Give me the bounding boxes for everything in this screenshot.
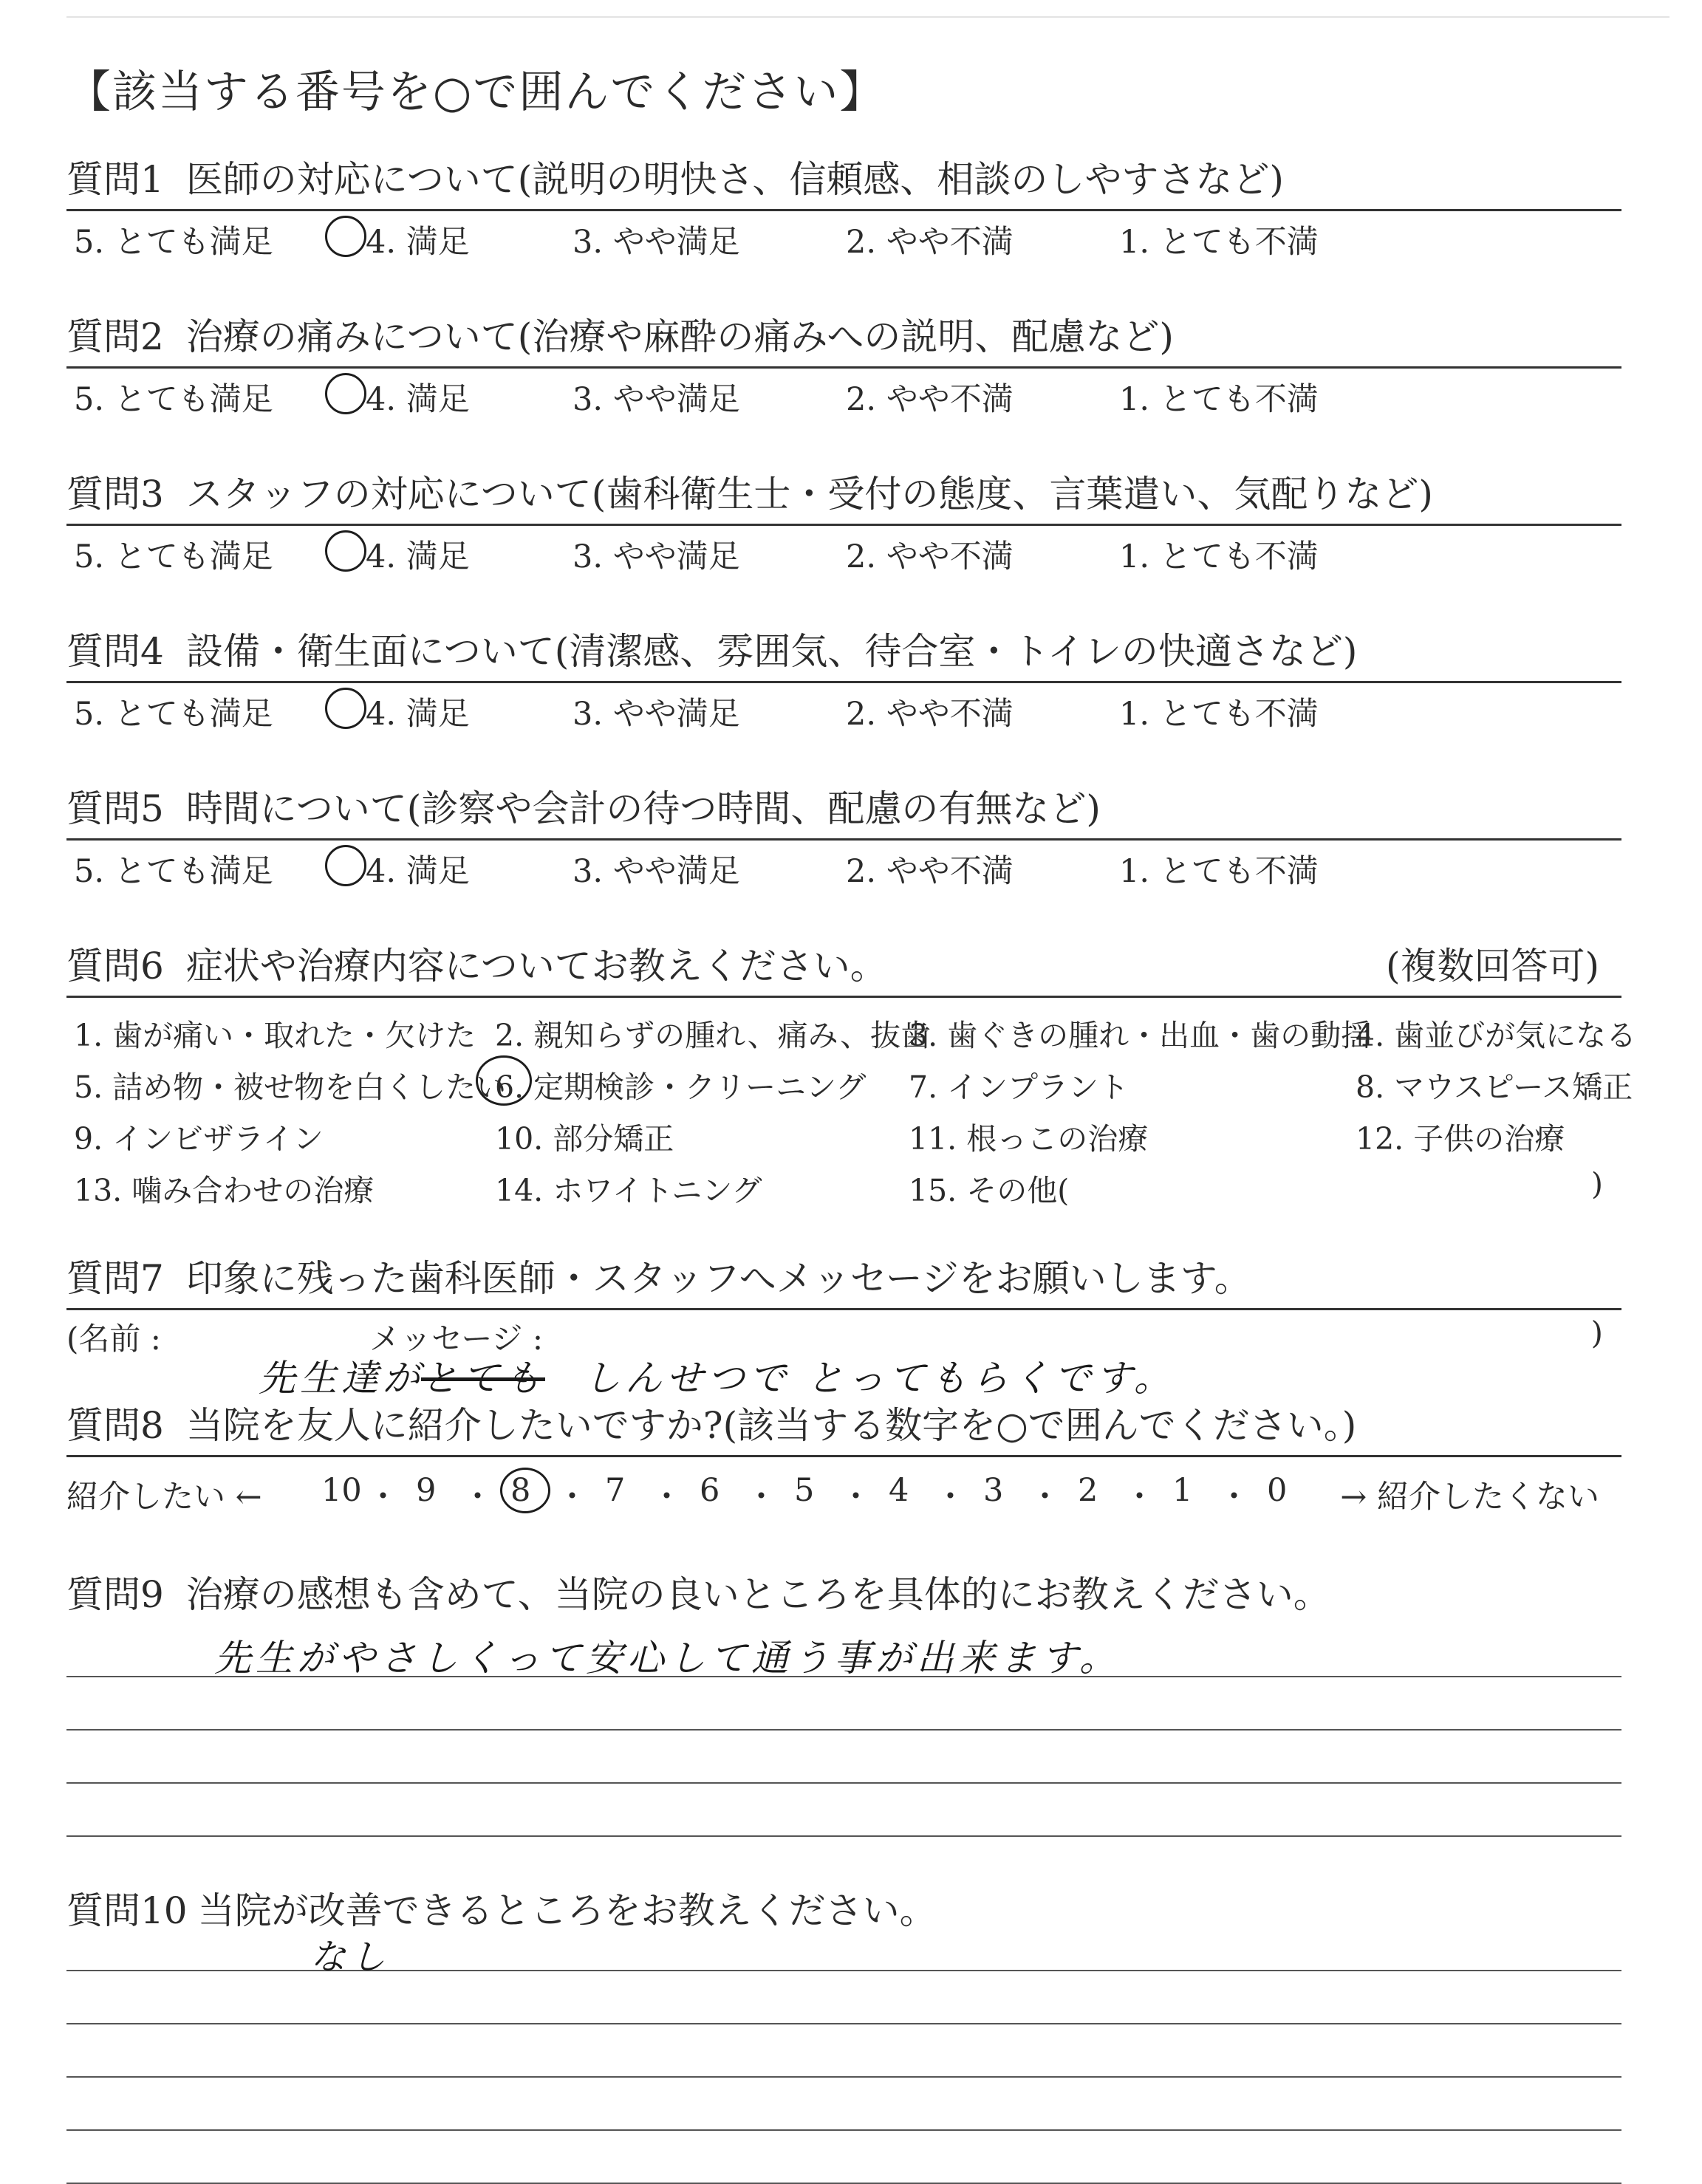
q6-option-7[interactable]: 7. インプラント: [909, 1069, 1129, 1105]
question-9-text: 治療の感想も含めて、当院の良いところを具体的にお教えください。: [185, 1573, 1330, 1616]
scale-right-label: → 紹介したくない: [1340, 1479, 1599, 1516]
q6-option-6[interactable]: 6. 定期検診・クリーニング: [495, 1069, 867, 1105]
question-1: [66, 150, 1621, 261]
question-1-text: 医師の対応について(説明の明快さ、信頼感、相談のしやすさなど): [185, 158, 1284, 201]
question-2: [66, 307, 1621, 418]
question-1-title: [66, 150, 1621, 211]
rating-option-4[interactable]: 4. 満足: [366, 224, 470, 261]
message-label: メッセージ :: [369, 1321, 543, 1357]
name-label: (名前 :: [66, 1321, 161, 1357]
scale-separator: ・: [367, 1479, 399, 1516]
question-10-number: 質問10: [66, 1889, 188, 1932]
rating-option-3[interactable]: 3. やや満足: [573, 696, 740, 733]
q9-answer-line-2[interactable]: [66, 1677, 1621, 1731]
selection-circle: [325, 216, 366, 257]
rating-option-1[interactable]: 1. とても不満: [1119, 538, 1319, 575]
question-2-number: 質問2: [66, 315, 164, 358]
rating-option-3[interactable]: 3. やや満足: [573, 224, 740, 261]
rating-option-2[interactable]: 2. やや不満: [846, 381, 1014, 418]
scale-left-label: 紹介したい ←: [66, 1479, 262, 1516]
rating-option-3[interactable]: 3. やや満足: [573, 381, 740, 418]
rating-option-4[interactable]: 4. 満足: [366, 853, 470, 890]
rating-option-1[interactable]: 1. とても不満: [1119, 853, 1319, 890]
question-spacer: [66, 413, 1621, 465]
question-10-text: 当院が改善できるところをお教えください。: [197, 1889, 937, 1932]
q9-handwritten-answer: 先生がやさしくって安心して通う事が出来ます。: [214, 1637, 1121, 1680]
rating-option-4[interactable]: 4. 満足: [366, 538, 470, 575]
scale-value-3[interactable]: 3: [983, 1472, 1004, 1509]
question-4: [66, 622, 1621, 733]
question-5-number: 質問5: [66, 787, 164, 830]
scale-separator: ・: [840, 1479, 872, 1516]
question-5-text: 時間について(診察や会計の待つ時間、配慮の有無など): [185, 787, 1101, 830]
q10-answer-line-2[interactable]: [66, 1971, 1621, 2024]
selection-circle: [325, 373, 366, 414]
rating-option-1[interactable]: 1. とても不満: [1119, 224, 1319, 261]
question-7: [66, 1249, 1621, 1400]
scale-separator: ・: [1124, 1479, 1155, 1516]
question-spacer: [66, 256, 1621, 307]
question-4-number: 質問4: [66, 630, 164, 673]
rating-option-1[interactable]: 1. とても不満: [1119, 696, 1319, 733]
question-6-text: 症状や治療内容についてお教えください。: [185, 945, 887, 987]
scale-value-5[interactable]: 5: [794, 1472, 815, 1509]
question-4-options: [66, 683, 1621, 733]
question-6-number: 質問6: [66, 945, 164, 987]
scale-value-8[interactable]: 8: [510, 1472, 531, 1509]
scale-value-0[interactable]: 0: [1267, 1472, 1288, 1509]
rating-option-5[interactable]: 5. とても満足: [74, 381, 273, 418]
rating-option-4[interactable]: 4. 満足: [366, 381, 470, 418]
rating-option-5[interactable]: 5. とても満足: [74, 538, 273, 575]
q7-close-paren: ): [1590, 1315, 1603, 1351]
scale-value-6[interactable]: 6: [700, 1472, 720, 1509]
question-1-options: [66, 211, 1621, 261]
question-2-title: [66, 307, 1621, 369]
q6-option-11[interactable]: 11. 根っこの治療: [909, 1121, 1149, 1157]
rating-option-5[interactable]: 5. とても満足: [74, 853, 273, 890]
question-8-title: [66, 1396, 1621, 1457]
form-header: 【該当する番号を○で囲んでください】: [66, 66, 886, 118]
question-10-title: [66, 1881, 1621, 1940]
scale-value-1[interactable]: 1: [1172, 1472, 1193, 1509]
question-3-title: [66, 465, 1621, 526]
rating-option-2[interactable]: 2. やや不満: [846, 696, 1014, 733]
q6-option-5[interactable]: 5. 詰め物・被せ物を白くしたい: [74, 1069, 507, 1105]
q6-option-12[interactable]: 12. 子供の治療: [1356, 1121, 1565, 1157]
question-9-number: 質問9: [66, 1573, 164, 1616]
scale-separator: ・: [745, 1479, 777, 1516]
question-8-number: 質問8: [66, 1404, 164, 1447]
question-7-number: 質問7: [66, 1257, 164, 1300]
q6-option-8[interactable]: 8. マウスピース矯正: [1356, 1069, 1633, 1105]
rating-option-2[interactable]: 2. やや不満: [846, 853, 1014, 890]
scale-separator: ・: [1218, 1479, 1250, 1516]
handwritten-struck-text: とても: [421, 1357, 545, 1400]
selection-circle: [325, 688, 366, 729]
question-5: [66, 779, 1621, 890]
question-9: [66, 1565, 1621, 1837]
scale-separator: ・: [556, 1479, 588, 1516]
question-spacer: [66, 885, 1621, 937]
question-8: [66, 1396, 1621, 1522]
question-4-text: 設備・衛生面について(清潔感、雰囲気、待合室・トイレの快適さなど): [185, 630, 1358, 673]
q7-handwritten-message[interactable]: [66, 1349, 1621, 1400]
question-10: [66, 1881, 1621, 2184]
question-7-text: 印象に残った歯科医師・スタッフへメッセージをお願いします。: [185, 1257, 1251, 1300]
question-6: [66, 937, 1637, 1212]
q9-answer-line-3[interactable]: [66, 1731, 1621, 1784]
question-1-number: 質問1: [66, 158, 164, 201]
q6-options: [66, 998, 1637, 1212]
handwritten-message-prefix: 先生達が: [259, 1357, 424, 1400]
scale-value-7[interactable]: 7: [605, 1472, 626, 1509]
q10-answer-line-4[interactable]: [66, 2078, 1621, 2131]
rating-option-4[interactable]: 4. 満足: [366, 696, 470, 733]
q6-option-4[interactable]: 4. 歯並びが気になる: [1356, 1018, 1637, 1053]
rating-option-3[interactable]: 3. やや満足: [573, 538, 740, 575]
scale-value-9[interactable]: 9: [416, 1472, 437, 1509]
survey-form: [66, 63, 1637, 2184]
question-2-text: 治療の痛みについて(治療や麻酔の痛みへの説明、配慮など): [185, 315, 1174, 358]
question-9-title: [66, 1565, 1621, 1624]
scale-selection-circle: [500, 1468, 550, 1513]
q6-option-1[interactable]: 1. 歯が痛い・取れた・欠けた: [74, 1018, 476, 1053]
question-spacer: [66, 570, 1621, 622]
question-3-options: [66, 526, 1621, 575]
question-spacer: [66, 728, 1621, 779]
q10-answer-line-3[interactable]: [66, 2024, 1621, 2078]
scale-value-10[interactable]: 10: [321, 1472, 362, 1509]
question-7-title: [66, 1249, 1621, 1310]
scale-value-2[interactable]: 2: [1078, 1472, 1098, 1509]
scale-separator: ・: [651, 1479, 683, 1516]
q6-option-2[interactable]: 2. 親知らずの腫れ、痛み、抜歯: [495, 1018, 932, 1053]
top-rule: [66, 16, 1669, 18]
scale-separator: ・: [934, 1479, 966, 1516]
q6-option-14[interactable]: 14. ホワイトニング: [495, 1173, 762, 1208]
q9-answer-line-4[interactable]: [66, 1784, 1621, 1837]
scale-value-4[interactable]: 4: [889, 1472, 909, 1509]
question-3: [66, 465, 1621, 575]
question-6-title: [66, 937, 1621, 998]
selection-circle: [325, 530, 366, 572]
question-5-options: [66, 841, 1621, 890]
q10-handwritten-answer: なし: [310, 1937, 391, 1978]
q7-labels: [66, 1310, 1621, 1357]
question-3-text: スタッフの対応について(歯科衛生士・受付の態度、言葉遣い、気配りなど): [185, 473, 1433, 516]
q6-option-3[interactable]: 3. 歯ぐきの腫れ・出血・歯の動揺: [909, 1018, 1372, 1053]
rating-option-5[interactable]: 5. とても満足: [74, 224, 273, 261]
rating-option-1[interactable]: 1. とても不満: [1119, 381, 1319, 418]
question-3-number: 質問3: [66, 473, 164, 516]
q10-answer-line-1[interactable]: [66, 1937, 1621, 1978]
q10-answer-line-5[interactable]: [66, 2131, 1621, 2184]
q6-option-13[interactable]: 13. 噛み合わせの治療: [74, 1173, 375, 1208]
q6-other-close-paren: ): [1591, 1166, 1603, 1202]
q6-option-10[interactable]: 10. 部分矯正: [495, 1121, 674, 1157]
multiple-answers-note: (複数回答可): [1385, 945, 1599, 987]
scale-separator: ・: [1029, 1479, 1061, 1516]
rating-option-5[interactable]: 5. とても満足: [74, 696, 273, 733]
question-4-title: [66, 622, 1621, 683]
scale-separator: ・: [462, 1479, 493, 1516]
question-2-options: [66, 369, 1621, 418]
q6-option-15[interactable]: 15. その他(: [909, 1173, 1070, 1208]
selection-circle: [325, 845, 366, 886]
q6-selection-circle: [476, 1055, 532, 1106]
q6-option-9[interactable]: 9. インビザライン: [74, 1121, 324, 1157]
rating-option-2[interactable]: 2. やや不満: [846, 224, 1014, 261]
question-8-text: 当院を友人に紹介したいですか?(該当する数字を○で囲んでください。): [185, 1404, 1357, 1447]
rating-questions: [66, 150, 1621, 937]
q9-answer-line-1[interactable]: [66, 1624, 1621, 1680]
recommendation-scale: [66, 1457, 1621, 1522]
question-5-title: [66, 779, 1621, 841]
rating-option-2[interactable]: 2. やや不満: [846, 538, 1014, 575]
rating-option-3[interactable]: 3. やや満足: [573, 853, 740, 890]
handwritten-message: しんせつで とってもらくです。: [584, 1357, 1175, 1400]
